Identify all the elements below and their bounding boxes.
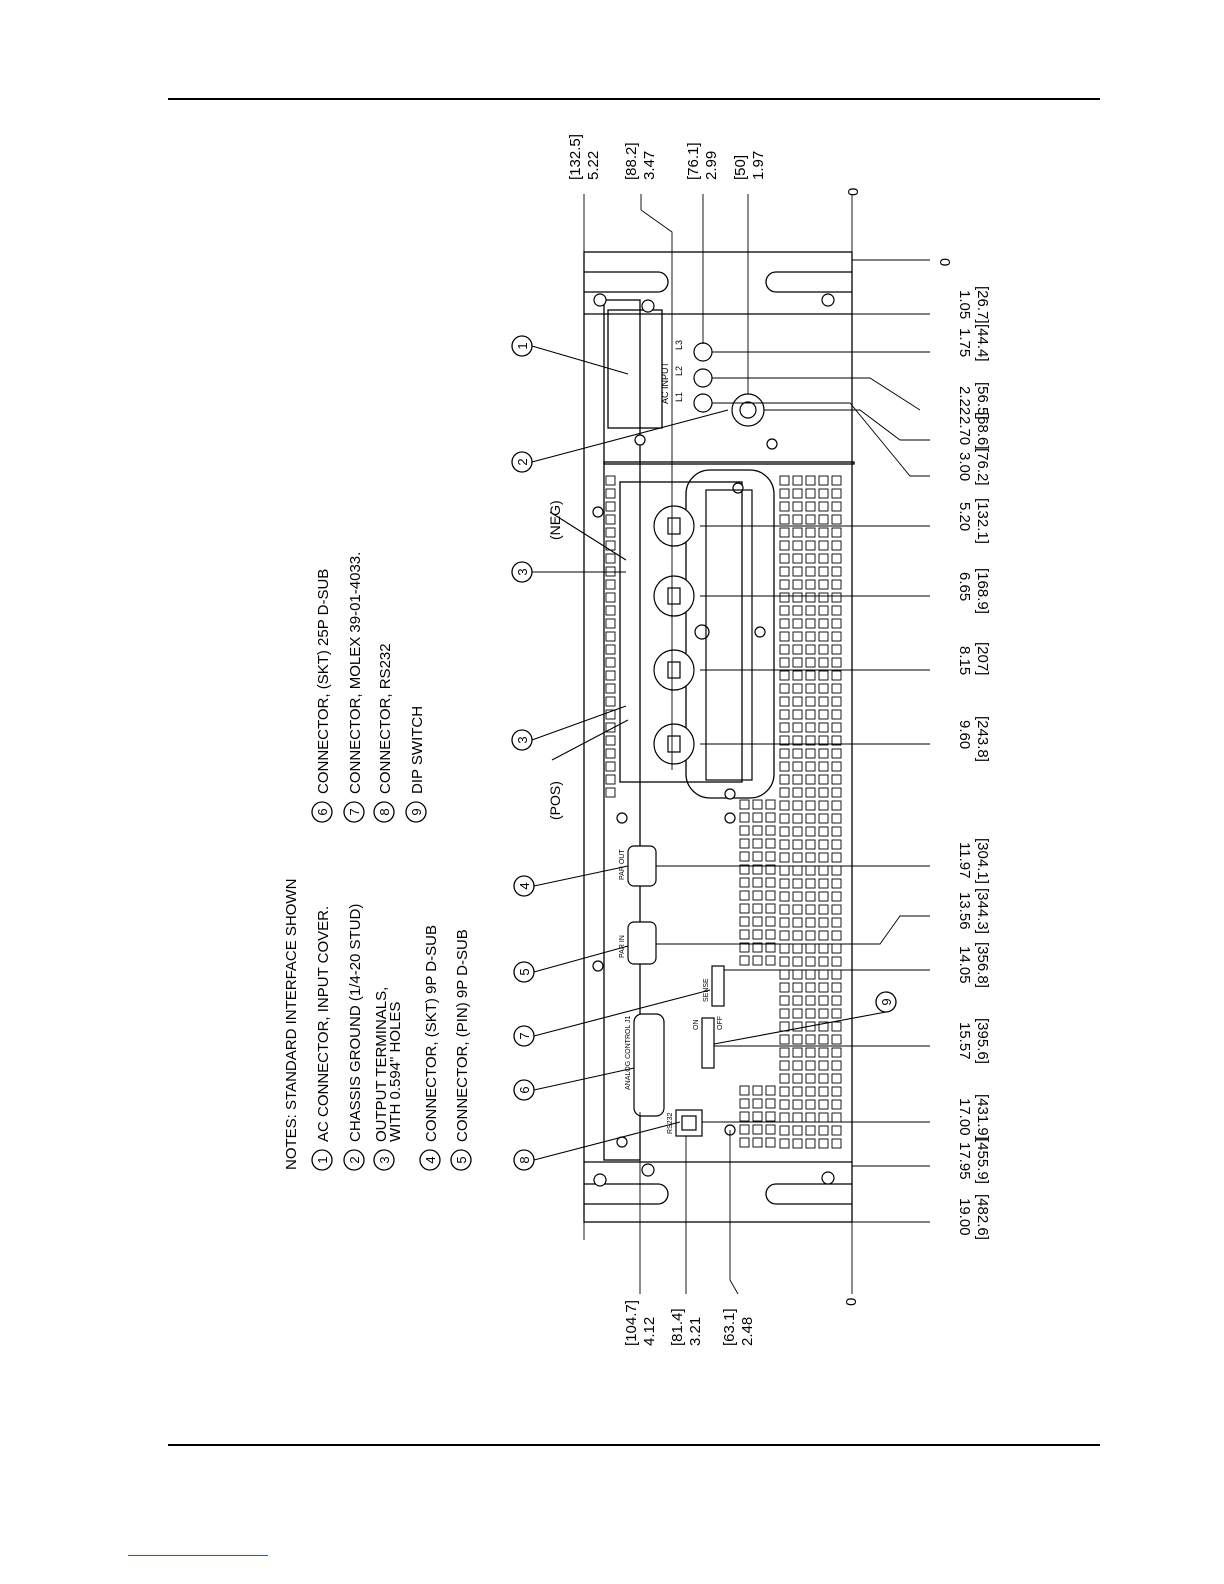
svg-text:1: 1: [315, 1156, 330, 1164]
right-dim-mm: [304.1]: [974, 838, 991, 884]
right-dim-mm: [482.6]: [974, 1194, 991, 1240]
note-item-6: [312, 569, 332, 822]
par-out-connector: [628, 846, 656, 886]
right-dim-mm: [431.9]: [974, 1094, 991, 1140]
right-dim-mm: [207]: [974, 642, 991, 676]
svg-text:[88.2]: [88.2]: [623, 142, 640, 180]
ac-input-terminals: [694, 343, 764, 426]
svg-text:2: 2: [515, 458, 530, 466]
right-dim-in: 3.00: [956, 452, 973, 482]
right-dim-mm: [356.8]: [974, 942, 991, 988]
sense-connector: [712, 966, 724, 1006]
svg-text:CONNECTOR, MOLEX 39-01-4033.: CONNECTOR, MOLEX 39-01-4033.: [347, 551, 364, 794]
svg-text:5.22: 5.22: [585, 150, 602, 180]
svg-text:CONNECTOR, (PIN) 9P D-SUB: CONNECTOR, (PIN) 9P D-SUB: [454, 929, 471, 1142]
svg-text:[63.1]: [63.1]: [721, 1308, 738, 1346]
svg-text:5: 5: [517, 968, 532, 976]
svg-text:9: 9: [409, 808, 424, 816]
svg-text:4: 4: [423, 1156, 438, 1164]
bottom-zero: 0: [843, 1297, 860, 1306]
right-dim-mm: [56.5]: [974, 382, 991, 420]
right-dim-in: 11.97: [956, 842, 973, 879]
svg-text:4: 4: [517, 882, 532, 890]
par-out-label: PAR OUT: [619, 849, 626, 880]
svg-text:3.47: 3.47: [641, 150, 658, 180]
svg-text:3: 3: [377, 1156, 392, 1164]
rs232-label: RS232: [667, 1112, 674, 1134]
svg-text:6: 6: [517, 1086, 532, 1094]
l1-label: L1: [674, 391, 684, 402]
output-terminals: [654, 490, 752, 780]
svg-text:DIP SWITCH: DIP SWITCH: [409, 705, 426, 794]
svg-text:5: 5: [454, 1156, 469, 1164]
right-dim-in: 17.95: [956, 1142, 973, 1180]
dimension-lines: [584, 194, 930, 1294]
right-zero: 0: [936, 258, 953, 267]
svg-text:OUTPUT TERMINALS,: OUTPUT TERMINALS,: [373, 986, 390, 1142]
right-dim-in: 15.57: [956, 1022, 973, 1060]
svg-text:7: 7: [517, 1032, 532, 1040]
svg-text:CONNECTOR, RS232: CONNECTOR, RS232: [377, 643, 394, 794]
right-dim-in: 5.20: [956, 502, 973, 532]
right-dimensions: [956, 286, 991, 1240]
svg-text:8: 8: [517, 1156, 532, 1164]
right-dim-mm: [344.3]: [974, 888, 991, 934]
right-dim-mm: [132.1]: [974, 498, 991, 544]
right-dim-in: 1.05: [956, 290, 973, 320]
right-dim-in: 19.00: [956, 1198, 973, 1236]
svg-text:2.48: 2.48: [739, 1316, 756, 1346]
note-item-9: [406, 706, 426, 822]
svg-text:[76.1]: [76.1]: [685, 142, 702, 180]
svg-text:CHASSIS GROUND (1/4-20 STUD): CHASSIS GROUND (1/4-20 STUD): [347, 903, 364, 1142]
svg-text:2: 2: [347, 1156, 362, 1164]
svg-text:CONNECTOR, (SKT) 25P D-SUB: CONNECTOR, (SKT) 25P D-SUB: [315, 568, 332, 794]
right-dim-in: 2.70: [956, 416, 973, 446]
svg-text:AC CONNECTOR, INPUT COVER.: AC CONNECTOR, INPUT COVER.: [315, 905, 332, 1142]
footer-link-underline: [128, 1555, 268, 1556]
dip-off-label: OFF: [717, 1016, 724, 1030]
svg-text:[132.5]: [132.5]: [567, 134, 584, 180]
svg-text:4.12: 4.12: [641, 1316, 658, 1346]
right-dim-mm: [76.2]: [974, 448, 991, 486]
l3-label: L3: [674, 339, 684, 350]
svg-text:1: 1: [515, 342, 530, 350]
right-dim-in: 9.60: [956, 720, 973, 750]
top-dimensions: [567, 134, 862, 196]
svg-text:3.21: 3.21: [687, 1316, 704, 1346]
analog-connector: [634, 1014, 664, 1116]
right-dim-in: 8.15: [956, 646, 973, 676]
svg-text:6: 6: [315, 808, 330, 816]
note-item-4: [420, 925, 440, 1170]
bottom-dimensions: [623, 1298, 860, 1346]
svg-text:WITH 0.594" HOLES: WITH 0.594" HOLES: [387, 1001, 404, 1142]
svg-text:3: 3: [515, 736, 530, 744]
dip-on-label: ON: [693, 1019, 700, 1030]
dip-switch: [702, 1018, 714, 1068]
neg-label: (NEG): [547, 500, 563, 540]
sense-label: SENSE: [703, 978, 710, 1002]
notes-block: [283, 552, 471, 1170]
par-in-label: PAR IN: [619, 935, 626, 958]
notes-title: NOTES: STANDARD INTERFACE SHOWN: [283, 878, 300, 1170]
par-in-connector: [628, 922, 656, 964]
note-item-3: [373, 987, 404, 1170]
note-item-8: [374, 643, 394, 822]
svg-text:8: 8: [377, 808, 392, 816]
l2-label: L2: [674, 365, 684, 376]
note-item-2: [344, 904, 364, 1170]
right-dim-mm: [243.8]: [974, 716, 991, 762]
svg-text:3: 3: [515, 568, 530, 576]
right-dim-mm: [455.9]: [974, 1138, 991, 1184]
right-dim-mm: [168.9]: [974, 568, 991, 614]
right-dim-in: 17.00: [956, 1098, 973, 1136]
right-dim-in: 6.65: [956, 572, 973, 602]
right-dim-mm: [26.7]: [974, 286, 991, 324]
svg-text:[104.7]: [104.7]: [623, 1300, 640, 1346]
svg-text:9: 9: [879, 998, 894, 1006]
ac-input-label: AC INPUT: [660, 361, 670, 404]
right-dim-in: 1.75: [956, 328, 973, 358]
analog-label: ANALOG CONTROL J1: [625, 1015, 632, 1090]
right-dim-mm: [68.6]: [974, 412, 991, 450]
svg-text:CONNECTOR, (SKT) 9P D-SUB: CONNECTOR, (SKT) 9P D-SUB: [423, 925, 440, 1142]
right-dim-mm: [395.6]: [974, 1018, 991, 1064]
right-dim-in: 14.05: [956, 946, 973, 984]
svg-text:2.99: 2.99: [703, 150, 720, 180]
right-dim-in: 2.22: [956, 386, 973, 416]
svg-text:[81.4]: [81.4]: [669, 1308, 686, 1346]
svg-text:7: 7: [347, 808, 362, 816]
right-dim-mm: [44.4]: [974, 324, 991, 362]
note-item-7: [344, 552, 364, 822]
pos-label: (POS): [547, 781, 563, 820]
note-item-5: [451, 929, 471, 1170]
svg-text:1.97: 1.97: [750, 150, 767, 180]
svg-text:[50]: [50]: [732, 154, 749, 180]
note-item-1: [312, 906, 332, 1170]
right-dim-in: 13.56: [956, 892, 973, 930]
top-zero: 0: [845, 187, 862, 196]
